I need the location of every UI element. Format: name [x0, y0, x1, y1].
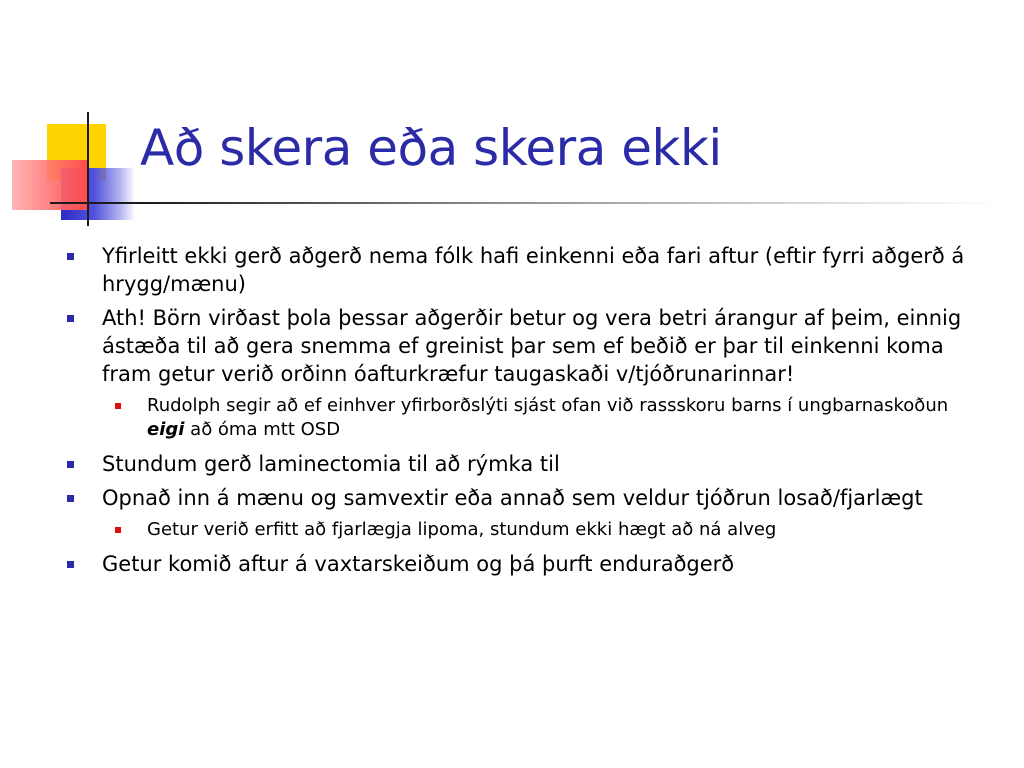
bullet-item: [64, 242, 974, 298]
bullet-square-icon: [67, 495, 74, 502]
bullet-item: [64, 304, 974, 388]
slide-title: Að skera eða skera ekki: [140, 119, 722, 177]
title-underline: [50, 202, 1000, 204]
bullet-text: Stundum gerð laminectomia til að rýmka til: [102, 452, 560, 476]
sub-bullet-text-start: Rudolph segir að ef einhver yfirborðslýti sjást ofan við rassskoru barns í ungbarnaskoðun: [147, 395, 949, 416]
sub-bullet-square-icon: [115, 527, 121, 533]
bullet-square-icon: [67, 561, 74, 568]
bullet-list: [64, 242, 974, 584]
bullet-text: Opnað inn á mænu og samvextir eða annað sem veldur tjóðrun losað/fjarlægt: [102, 486, 923, 510]
sub-bullet-text-end: að óma mtt OSD: [184, 419, 341, 440]
bullet-square-icon: [67, 253, 74, 260]
bullet-square-icon: [67, 315, 74, 322]
bullet-item: [64, 450, 974, 478]
sub-bullet-square-icon: [115, 403, 121, 409]
bullet-item: [64, 550, 974, 578]
sub-bullet-text: Getur verið erfitt að fjarlægja lipoma, stundum ekki hægt að ná alveg: [147, 519, 777, 540]
bullet-item: [64, 484, 974, 512]
sub-bullet-item: [64, 394, 974, 442]
sub-bullet-emphasis: eigi: [147, 419, 185, 440]
sub-bullet-item: [64, 518, 974, 542]
bullet-text: Ath! Börn virðast þola þessar aðgerðir betur og vera betri árangur af þeim, einnig ástæða til að gera snemma ef greinist þar sem ef beðið er þar til einkenni koma fram getur verið orðinn óafturkræfur taugaskaði v/tjóðrunarinnar!: [102, 306, 962, 386]
bullet-text: Getur komið aftur á vaxtarskeiðum og þá þurft enduraðgerð: [102, 552, 735, 576]
decor-vertical-line: [87, 112, 89, 226]
bullet-square-icon: [67, 461, 74, 468]
bullet-text: Yfirleitt ekki gerð aðgerð nema fólk hafi einkenni eða fari aftur (eftir fyrri aðgerð á hrygg/mænu): [102, 244, 965, 296]
